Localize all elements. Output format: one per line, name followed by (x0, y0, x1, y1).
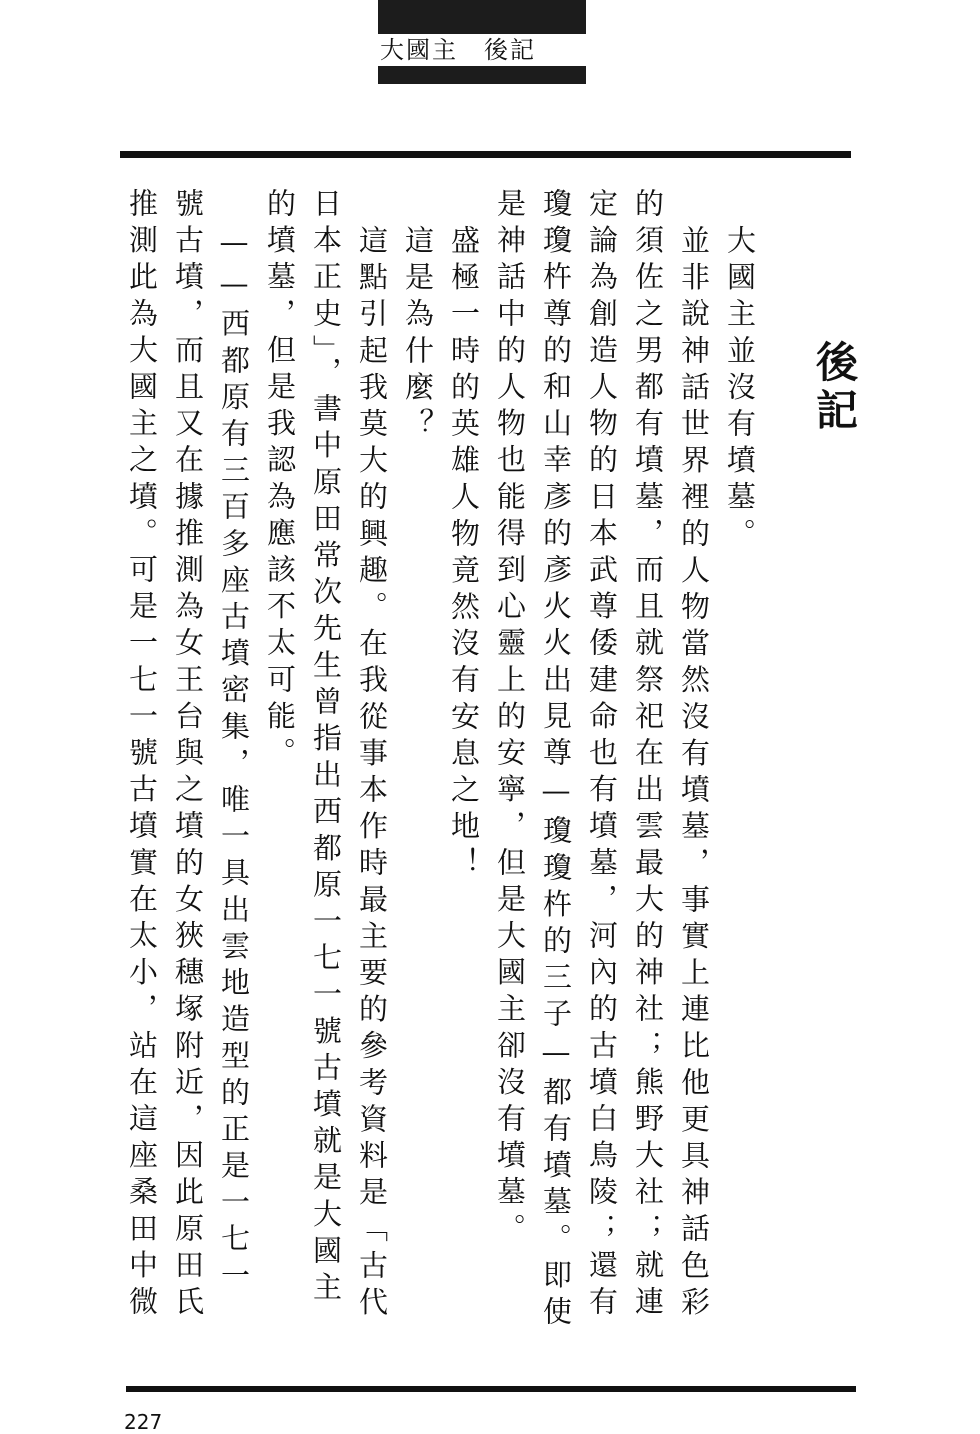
text-column: 的須佐之男都有墳墓，而且就祭祀在出雲最大的神社；熊野大社；就連 (631, 188, 665, 1323)
text-column: 大國主並沒有墳墓。 (723, 225, 757, 555)
text-column: 日本正史」，書中原田常次先生曾指出西都原一七一號古墳就是大國主 (309, 188, 343, 1309)
text-column: 是神話中的人物也能得到心靈上的安寧，但是大國主卻沒有墳墓。 (493, 188, 527, 1250)
text-column: 定論為創造人物的日本武尊倭建命也有墳墓，河內的古墳白鳥陵；還有 (585, 188, 619, 1323)
text-column: 瓊瓊杵尊的和山幸彥的彥火火出見尊—瓊瓊杵的三子—都有墳墓。即使 (539, 188, 573, 1333)
text-column: 並非說神話世界裡的人物當然沒有墳墓，事實上連比他更具神話色彩 (677, 225, 711, 1323)
running-header: 大國主 後記 (380, 36, 536, 64)
text-column: ——西都原有三百多座古墳密集，唯一具出雲地造型的正是一七一 (217, 225, 251, 1297)
running-header-bar-top (378, 0, 586, 34)
text-column: 推測此為大國主之墳。可是一七一號古墳實在太小，站在這座桑田中微 (125, 188, 159, 1323)
page-number: 227 (124, 1410, 163, 1434)
text-column: 這是為什麼？ (401, 225, 435, 445)
top-rule (120, 151, 851, 158)
running-header-bar-bottom (378, 66, 586, 84)
section-title: 後記 (810, 340, 859, 436)
text-column: 號古墳，而且又在據推測為女王台與之墳的女狹穗塚附近，因此原田氏 (171, 188, 205, 1323)
text-column: 盛極一時的英雄人物竟然沒有安息之地！ (447, 225, 481, 884)
bottom-rule (126, 1386, 856, 1392)
text-column: 的墳墓，但是我認為應該不太可能。 (263, 188, 297, 774)
text-column: 這點引起我莫大的興趣。在我從事本作時最主要的參考資料是「古代 (355, 225, 389, 1323)
